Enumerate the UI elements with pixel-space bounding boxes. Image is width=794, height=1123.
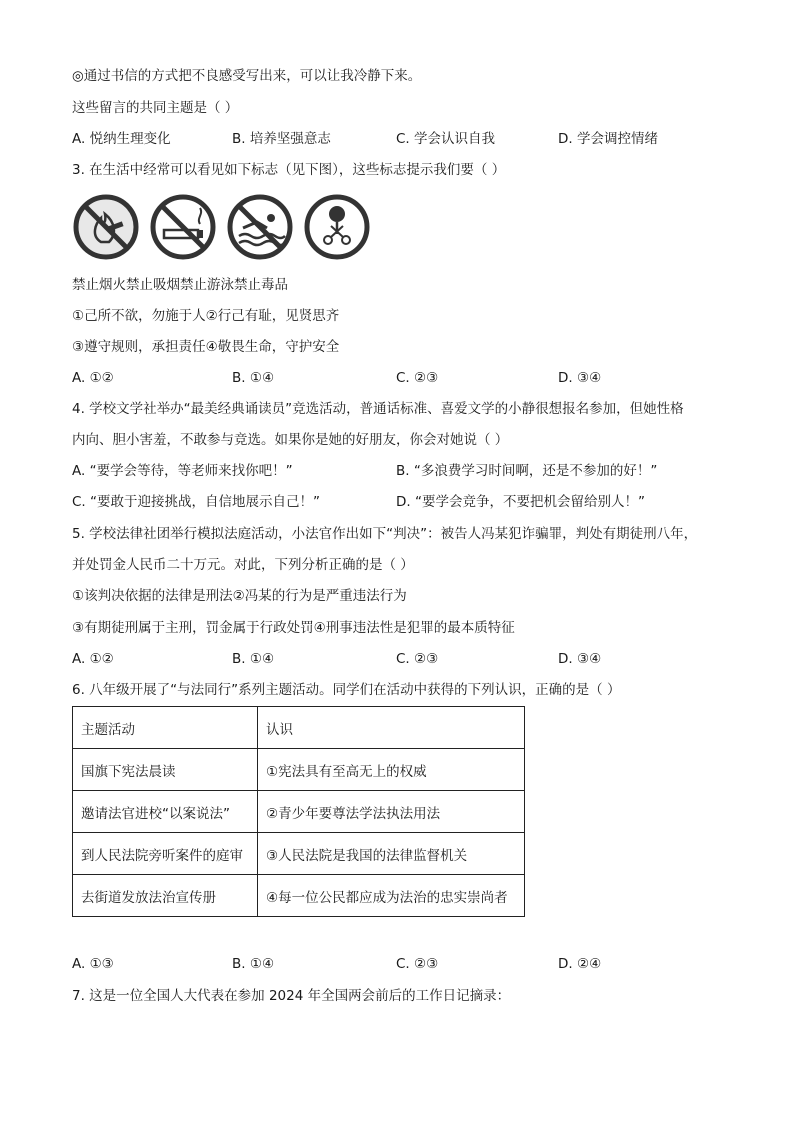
q3-option-d: D. ③④ [558,370,602,386]
q3-options [72,368,712,388]
table-cell: 去街道发放法治宣传册 [73,875,258,917]
table-cell: ④每一位公民都应成为法治的忠实崇尚者 [258,875,525,917]
table-cell: 到人民法院旁听案件的庭审 [73,833,258,875]
q5-stem-1: 5. 学校法律社团举行模拟法庭活动，小法官作出如下“判决”：被告人冯某犯诈骗罪，判处有期徒刑八年， [72,526,698,542]
q6-option-c: C. ②③ [396,956,439,972]
q3-item-2: ③遵守规则，承担责任④敬畏生命，守护安全 [72,339,340,355]
q6-option-b: B. ①④ [232,956,275,972]
q3-sign-row [73,194,373,262]
q2-option-c: C. 学会认识自我 [396,131,496,147]
q7-stem: 7. 这是一位全国人大代表在参加 2024 年全国两会前后的工作日记摘录： [72,988,511,1004]
q4-options-row-2 [72,492,712,512]
q4-stem-1: 4. 学校文学社举办“最美经典诵读员”竞选活动，普通话标准、喜爱文学的小静很想报名参加，但她性格 [72,401,684,417]
table-cell: ①宪法具有至高无上的权威 [258,749,525,791]
q2-question: 这些留言的共同主题是（ ） [72,100,239,116]
q2-option-b: B. 培养坚强意志 [232,131,331,147]
q6-stem: 6. 八年级开展了“与法同行”系列主题活动。同学们在活动中获得的下列认识，正确的是（ ） [72,682,621,698]
no-drugs-sign-icon [304,194,370,260]
table-header-cell: 主题活动 [73,707,258,749]
no-smoking-sign-icon [150,194,216,260]
q3-option-a: A. ①② [72,370,114,386]
q2-option-d: D. 学会调控情绪 [558,131,658,147]
q2-option-a: A. 悦纳生理变化 [72,131,171,147]
q5-option-c: C. ②③ [396,651,439,667]
q5-options [72,649,712,669]
q5-option-a: A. ①② [72,651,114,667]
table-header-cell: 认识 [258,707,525,749]
q6-table [72,706,525,917]
q4-options-row-1 [72,461,712,481]
q4-option-a: A. “要学会等待，等老师来找你吧！” [72,463,293,479]
table-row [73,875,525,917]
table-cell: 国旗下宪法晨读 [73,749,258,791]
q3-item-1: ①己所不欲，勿施于人②行己有耻，见贤思齐 [72,308,340,324]
q4-stem-2: 内向、胆小害羞，不敢参与竞选。如果你是她的好朋友，你会对她说（ ） [72,432,509,448]
table-row [73,791,525,833]
no-fire-sign-icon [73,194,139,260]
q3-sign-caption: 禁止烟火禁止吸烟禁止游泳禁止毒品 [72,277,288,293]
table-cell: ③人民法院是我国的法律监督机关 [258,833,525,875]
q3-option-b: B. ①④ [232,370,275,386]
table-header-row [73,707,525,749]
table-row [73,833,525,875]
q4-option-d: D. “要学会竞争，不要把机会留给别人！” [396,494,645,510]
q3-stem: 3. 在生活中经常可以看见如下标志（见下图），这些标志提示我们要（ ） [72,162,506,178]
q4-option-c: C. “要敢于迎接挑战，自信地展示自己！” [72,494,320,510]
table-cell: ②青少年要尊法学法执法用法 [258,791,525,833]
q6-option-a: A. ①③ [72,956,114,972]
q4-option-b: B. “多浪费学习时间啊，还是不参加的好！” [396,463,658,479]
q5-item-1: ①该判决依据的法律是刑法②冯某的行为是严重违法行为 [72,588,407,604]
q5-option-d: D. ③④ [558,651,602,667]
q2-options [72,129,712,149]
q3-option-c: C. ②③ [396,370,439,386]
q5-option-b: B. ①④ [232,651,275,667]
q5-item-2: ③有期徒刑属于主刑，罚金属于行政处罚④刑事违法性是犯罪的最本质特征 [72,620,515,636]
no-swimming-sign-icon [227,194,293,260]
q6-options [72,954,712,974]
intro-line: ◎通过书信的方式把不良感受写出来，可以让我冷静下来。 [72,68,422,84]
q6-option-d: D. ②④ [558,956,602,972]
q5-stem-2: 并处罚金人民币二十万元。对此，下列分析正确的是（ ） [72,557,414,573]
table-cell: 邀请法官进校“以案说法” [73,791,258,833]
table-row [73,749,525,791]
